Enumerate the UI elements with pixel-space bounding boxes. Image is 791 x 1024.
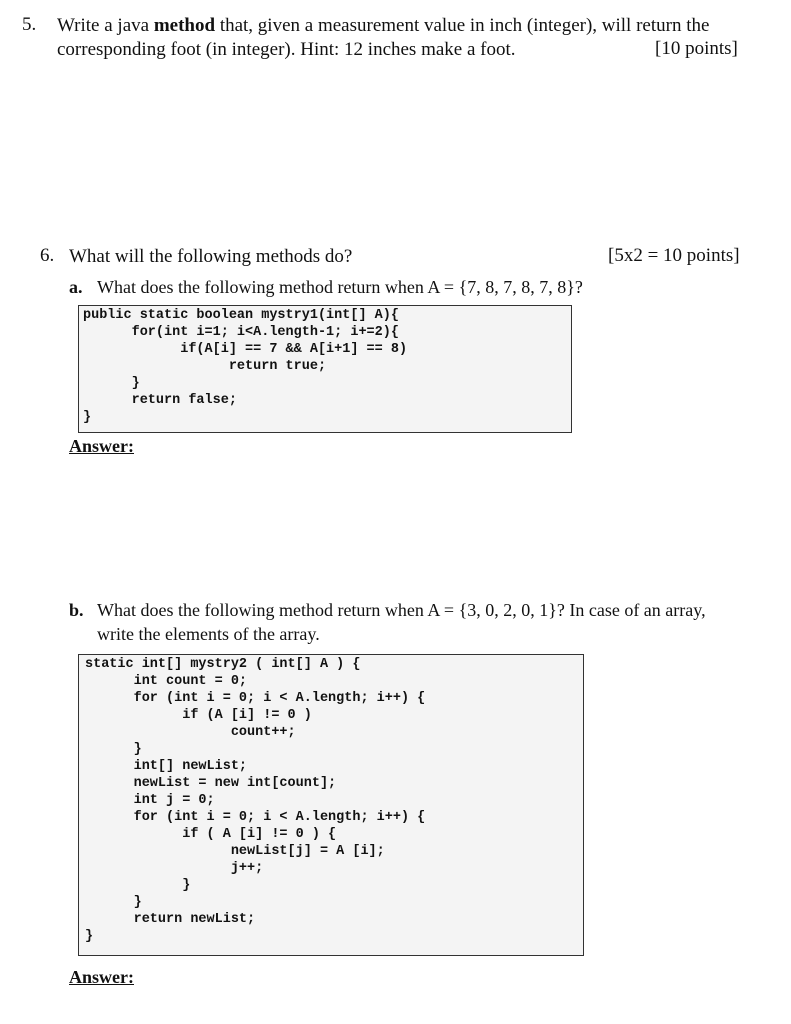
code-line: return false; — [83, 393, 237, 408]
code-line: static int[] mystry2 ( int[] A ) { — [85, 657, 361, 672]
code-box-mystry1 — [78, 305, 572, 433]
code-line: newList[j] = A [i]; — [85, 844, 385, 859]
q6b-answer-label: Answer: — [69, 967, 134, 987]
code-line: return true; — [83, 359, 327, 374]
code-line: } — [83, 376, 140, 391]
q6-number: 6. — [40, 245, 55, 266]
q5-line1-bold: method — [153, 15, 216, 36]
code-line: } — [85, 929, 94, 944]
q6-text: What will the following methods do? — [69, 246, 353, 267]
code-line: for (int i = 0; i < A.length; i++) { — [85, 810, 426, 825]
q6a-text: What does the following method return when A = {7, 8, 7, 8, 7, 8}? — [97, 277, 583, 297]
code-line: if ( A [i] != 0 ) { — [85, 827, 337, 842]
q5-line2: corresponding foot (in integer). Hint: 12 inches make a foot. — [57, 39, 516, 60]
q5-line1 — [57, 14, 709, 38]
code-line: count++; — [85, 725, 296, 740]
q5-line1-pre: Write a java — [57, 15, 154, 36]
code-line: newList = new int[count]; — [85, 776, 337, 791]
code-line: for(int i=1; i<A.length-1; i+=2){ — [83, 325, 399, 340]
code-line: } — [85, 895, 142, 910]
q6b-label: b. — [69, 600, 84, 620]
q5-number: 5. — [22, 14, 37, 35]
code-line: int[] newList; — [85, 759, 248, 774]
code-line: if(A[i] == 7 && A[i+1] == 8) — [83, 342, 408, 357]
q6a-label: a. — [69, 277, 83, 297]
code-line: } — [85, 878, 191, 893]
q6a-answer-label: Answer: — [69, 436, 134, 456]
code-line: int count = 0; — [85, 674, 248, 689]
code-line: int j = 0; — [85, 793, 215, 808]
q6-points: [5x2 = 10 points] — [608, 245, 740, 266]
code-line: } — [85, 742, 142, 757]
code-line: public static boolean mystry1(int[] A){ — [83, 308, 399, 323]
code-line: if (A [i] != 0 ) — [85, 708, 312, 723]
code-box-mystry2 — [78, 654, 584, 956]
q5-points: [10 points] — [655, 38, 738, 59]
code-line: j++; — [85, 861, 264, 876]
q6b-text-line2: write the elements of the array. — [97, 624, 320, 644]
code-line: return newList; — [85, 912, 256, 927]
q5-line1-post: that, given a measurement value in inch (integer), will return the — [215, 15, 710, 36]
code-line: for (int i = 0; i < A.length; i++) { — [85, 691, 426, 706]
code-line: } — [83, 410, 92, 425]
q6b-text-line1: What does the following method return when A = {3, 0, 2, 0, 1}? In case of an array, — [97, 600, 706, 620]
